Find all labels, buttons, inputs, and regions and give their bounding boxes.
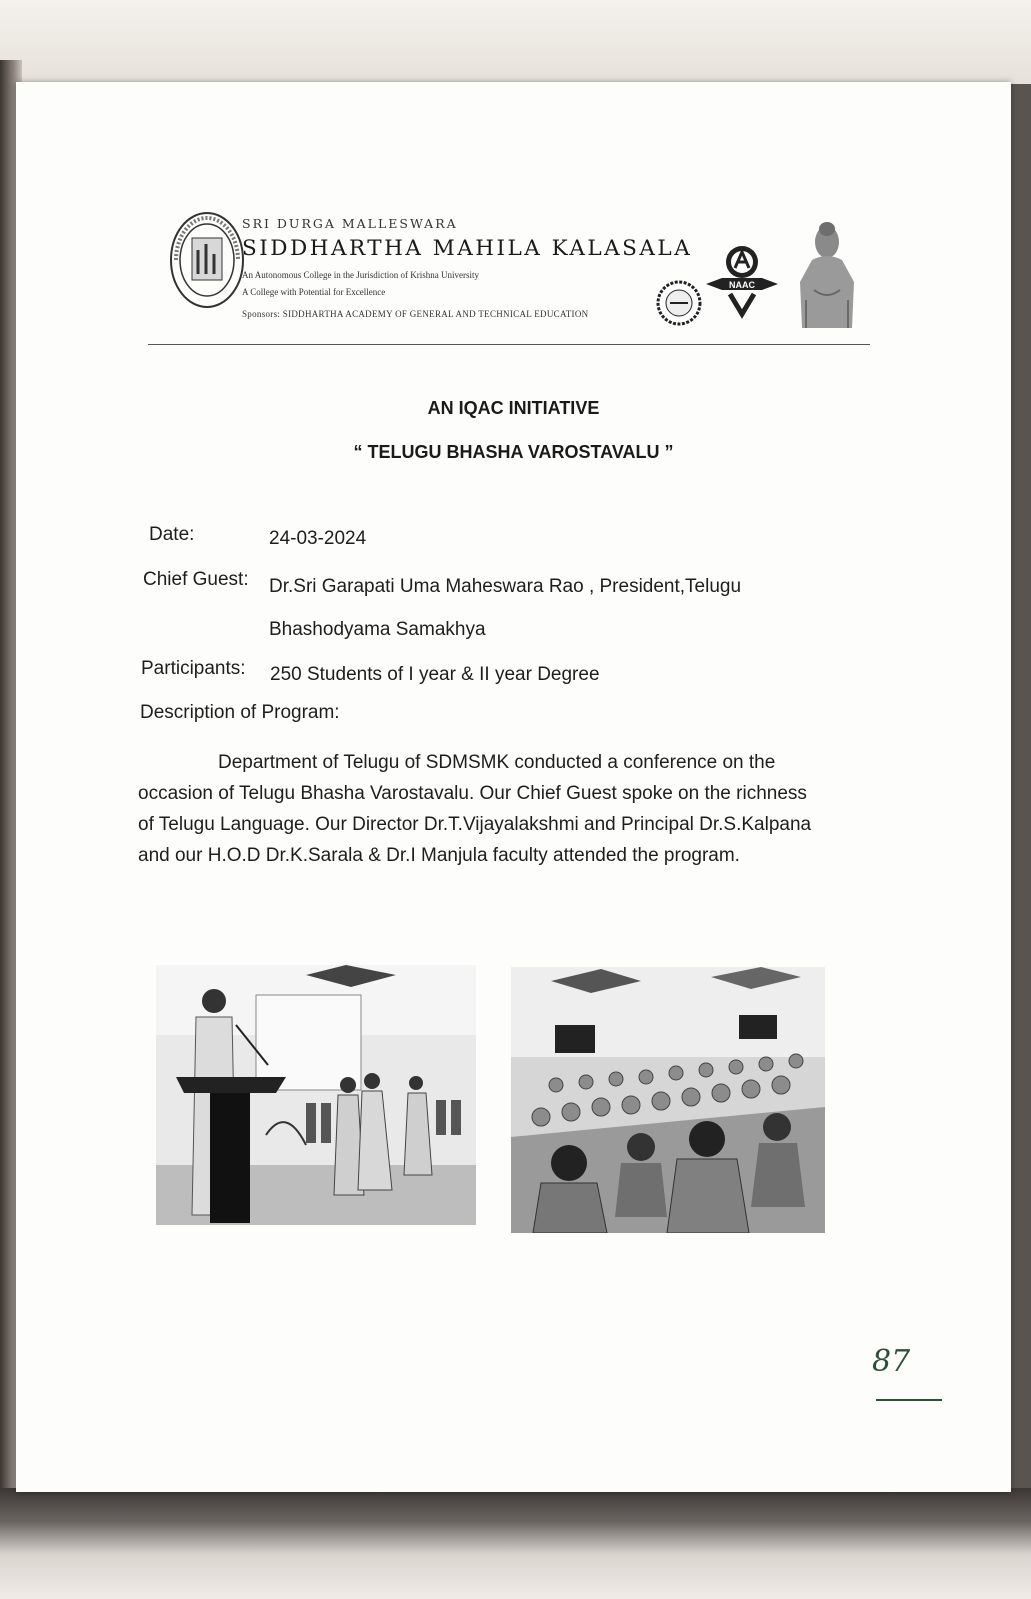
college-subtitle: SRI DURGA MALLESWARA (242, 216, 458, 231)
photo-student-audience (511, 967, 825, 1233)
chief-guest-label: Chief Guest: (143, 569, 249, 590)
college-emblem-icon (168, 210, 246, 310)
iso-seal-icon (656, 280, 702, 326)
photo-speaker-at-podium (156, 965, 476, 1225)
buddha-statue-icon (792, 220, 862, 332)
chief-guest-line1: Dr.Sri Garapati Uma Maheswara Rao , President,Telugu (269, 576, 742, 597)
page-number-underline (876, 1399, 942, 1401)
description-line: Department of Telugu of SDMSMK conducted a conference on the (218, 752, 776, 773)
handwritten-page-number: 87 (872, 1344, 911, 1379)
affiliation-line: An Autonomous College in the Jurisdiction of Krishna University (242, 270, 479, 280)
initiative-heading: AN IQAC INITIATIVE (427, 398, 600, 418)
naac-badge-icon (702, 240, 782, 320)
description-line: occasion of Telugu Bhasha Varostavalu. Our Chief Guest spoke on the richness (138, 783, 807, 804)
background-top (0, 0, 1031, 84)
sponsor-line: Sponsors: SIDDHARTHA ACADEMY OF GENERAL AND TECHNICAL EDUCATION (242, 309, 589, 319)
chief-guest-line2: Bhashodyama Samakhya (269, 619, 486, 640)
description-label: Description of Program: (140, 702, 340, 723)
potential-line: A College with Potential for Excellence (242, 287, 386, 297)
document-page (16, 82, 1011, 1492)
background-bottom (0, 1488, 1031, 1599)
description-line: of Telugu Language. Our Director Dr.T.Vijayalakshmi and Principal Dr.S.Kalpana (138, 814, 812, 835)
event-title: “ TELUGU BHASHA VAROSTAVALU ” (353, 442, 674, 462)
date-label: Date: (149, 524, 195, 545)
naac-label: NAAC (729, 280, 755, 290)
header-divider (148, 344, 870, 345)
participants-label: Participants: (141, 658, 246, 679)
description-line: and our H.O.D Dr.K.Sarala & Dr.I Manjula faculty attended the program. (138, 845, 740, 866)
description-paragraph (138, 747, 928, 871)
college-name: SIDDHARTHA MAHILA KALASALA (242, 236, 693, 261)
date-value: 24-03-2024 (269, 528, 367, 549)
participants-value: 250 Students of I year & II year Degree (270, 664, 600, 685)
